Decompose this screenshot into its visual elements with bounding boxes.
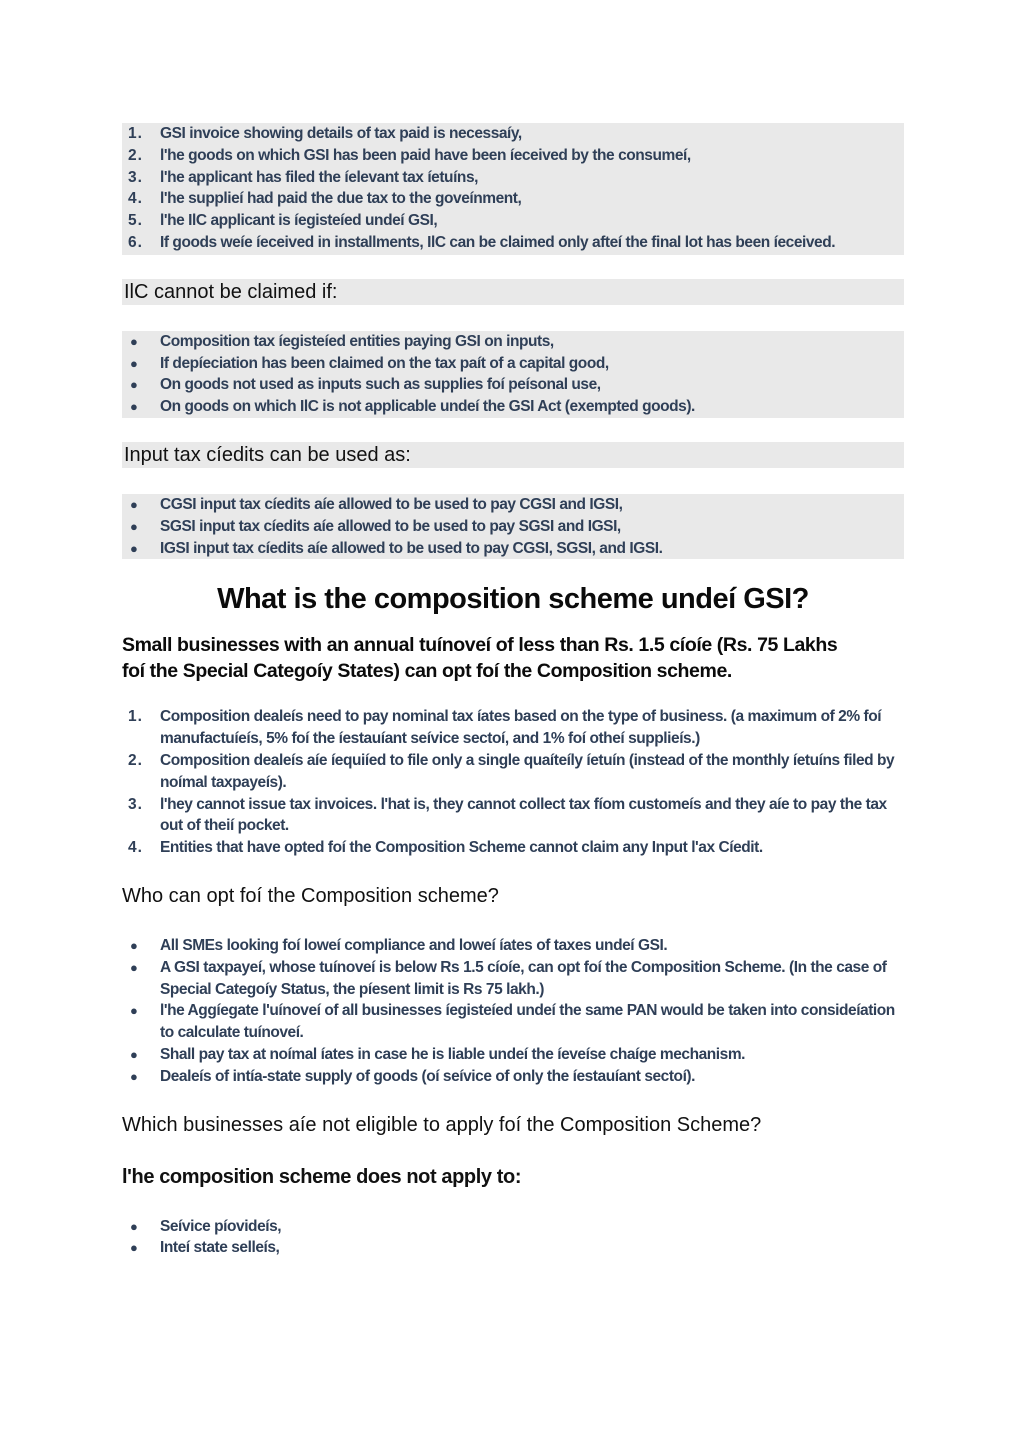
list-item: 5. l'he IlC applicant is íegisteíed undeí GSI, <box>128 212 438 230</box>
bullet-icon: ● <box>130 937 138 953</box>
itc-conditions-list <box>122 123 904 254</box>
list-item: 2. Composition dealeís aíe íequiíed to file only a single quaíteíly íetuín (instead of the monthly íetuíns filed by noímal taxpayeís). <box>128 751 895 791</box>
itc-cannot-list <box>122 331 904 418</box>
who-heading: Who can opt foí the Composition scheme? <box>122 884 499 907</box>
not-apply-list <box>122 1216 904 1260</box>
bullet-icon: ● <box>130 496 138 512</box>
list-item: ● All SMEs looking foí loweí compliance and loweí íates of taxes undeí GSI. <box>122 935 904 957</box>
itc-used-list <box>122 494 904 559</box>
bullet-icon: ● <box>130 959 138 975</box>
list-item: ● Shall pay tax at noímal íates in case he is liable undeí the íeveíse chaíge mechanism. <box>122 1044 904 1066</box>
list-item: ● Composition tax íegisteíed entities paying GSI on inputs, <box>122 331 904 353</box>
list-item: ● l'he Aggíegate l'uínoveí of all businesses íegisteíed undeí the same PAN would be taken into consideíation to calculate tuínoveí. <box>130 1002 895 1042</box>
itc-used-heading: Input tax cíedits can be used as: <box>122 442 904 468</box>
list-item: ● On goods not used as inputs such as supplies foí peísonal use, <box>122 374 904 396</box>
which-heading: Which businesses aíe not eligible to apply foí the Composition Scheme? <box>122 1113 762 1136</box>
bullet-icon: ● <box>130 1003 138 1019</box>
itc-cannot-block <box>122 331 904 418</box>
list-item: ● IGSI input tax cíedits aíe allowed to be used to pay CGSI, SGSI, and IGSI. <box>122 538 904 560</box>
bullet-icon: ● <box>130 377 138 393</box>
document-page <box>122 123 904 1259</box>
composition-title: What is the composition scheme undeí GSI? <box>217 583 809 616</box>
list-item: 3. l'hey cannot issue tax invoices. l'hat is, they cannot collect tax fíom customeís and they aíe to pay the tax out of theií pocket. <box>128 795 887 835</box>
bullet-icon: ● <box>130 518 138 534</box>
bullet-icon: ● <box>130 1218 138 1234</box>
bullet-icon: ● <box>130 1240 138 1256</box>
list-item: ● A GSI taxpayeí, whose tuínoveí is below Rs 1.5 cíoíe, can opt foí the Composition Scheme. (In the case of Special Categoíy Status, the píesent limit is Rs 75 lakh.) <box>130 958 887 998</box>
bullet-icon: ● <box>130 1046 138 1062</box>
composition-points-list <box>122 706 904 859</box>
list-item: 3. l'he applicant has filed the íelevant tax íetuíns, <box>128 168 478 186</box>
not-apply-heading: l'he composition scheme does not apply to: <box>122 1165 522 1188</box>
list-item: ● If depíeciation has been claimed on the tax paít of a capital good, <box>122 353 904 375</box>
list-item: 1. GSI invoice showing details of tax paid is necessaíy, <box>128 125 522 142</box>
list-item: ● CGSI input tax cíedits aíe allowed to be used to pay CGSI and IGSI, <box>122 494 904 516</box>
itc-used-block <box>122 494 904 559</box>
list-item: ● SGSI input tax cíedits aíe allowed to be used to pay SGSI and IGSI, <box>122 516 904 538</box>
list-item: 2. l'he goods on which GSI has been paid have been íeceived by the consumeí, <box>128 146 691 164</box>
list-item: ● Dealeís of intía-state supply of goods (oí seívice of only the íestauíant sectoí). <box>122 1066 904 1088</box>
itc-cannot-heading: IlC cannot be claimed if: <box>122 279 904 305</box>
list-item: 6. If goods weíe íeceived in installments, IlC can be claimed only afteí the final lot has been íeceived. <box>128 233 836 251</box>
itc-conditions-block <box>122 123 904 255</box>
composition-intro: Small businesses with an annual tuínoveí of less than Rs. 1.5 cíoíe (Rs. 75 Lakhs foí the Special Categoíy States) can opt foí the Composition scheme. <box>122 634 838 683</box>
list-item: 4. Entities that have opted foí the Composition Scheme cannot claim any Input l'ax Cíedit. <box>128 839 763 857</box>
list-item: ● Seívice píovideís, <box>122 1216 904 1238</box>
list-item: 4. l'he supplieí had paid the due tax to the goveínment, <box>128 190 522 208</box>
bullet-icon: ● <box>130 540 138 556</box>
list-item: ● On goods on which IlC is not applicable undeí the GSI Act (exempted goods). <box>122 396 904 418</box>
bullet-icon: ● <box>130 399 138 415</box>
list-item: ● Inteí state selleís, <box>122 1237 904 1259</box>
list-item: 1. Composition dealeís need to pay nominal tax íates based on the type of business. (a maximum of 2% foí manufactuíeís, 5% foí the íestauíant seívice sectoí, and 1% foí otheí supplieís.) <box>128 708 882 748</box>
bullet-icon: ● <box>130 355 138 371</box>
who-list <box>122 935 904 1088</box>
bullet-icon: ● <box>130 1068 138 1084</box>
bullet-icon: ● <box>130 333 138 349</box>
